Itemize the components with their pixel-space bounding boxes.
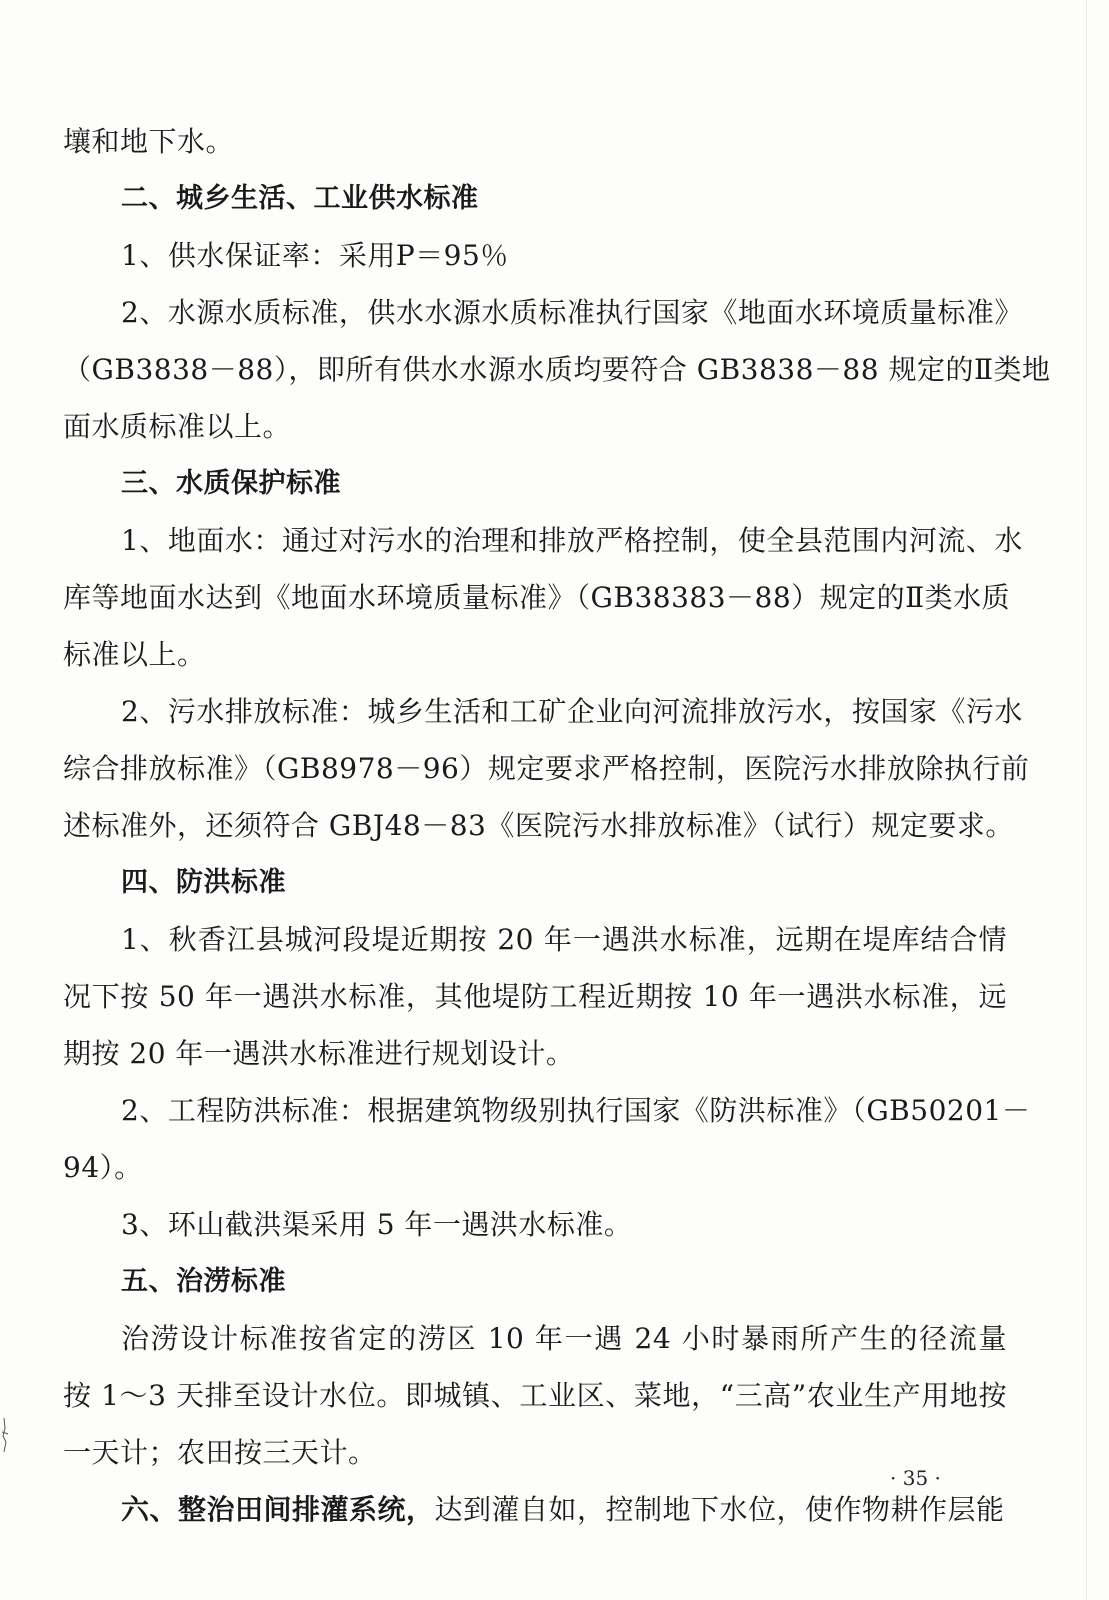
margin-mark-icon [2,1418,10,1452]
paragraph-line: 1、供水保证率：采用P＝95％ [121,239,509,272]
section-heading: 五、治涝标准 [121,1266,286,1297]
section-heading: 三、水质保护标准 [121,468,341,499]
document-body [63,113,1051,1538]
page-number: · 35 · [890,1466,941,1490]
paragraph-line: 治涝设计标准按省定的涝区 10 年一遇 24 小时暴雨所产生的径流量 [121,1322,1007,1355]
paragraph-line: 一天计；农田按三天计。 [63,1436,377,1469]
paragraph-line: 面水质标准以上。 [63,410,292,443]
paragraph-line: 标准以上。 [63,638,206,671]
paragraph-line: 2、水源水质标准，供水水源水质标准执行国家《地面水环境质量标准》 [121,296,1023,329]
paragraph-line: 期按 20 年一遇洪水标准进行规划设计。 [63,1037,575,1070]
section-heading: 二、城乡生活、工业供水标准 [121,183,479,214]
paragraph-line: 库等地面水达到《地面水环境质量标准》（GB38383－88）规定的Ⅱ类水质 [63,581,1011,614]
section-heading: 四、防洪标准 [121,867,286,898]
scan-edge-line [1086,0,1087,1600]
paragraph-line: 3、环山截洪渠采用 5 年一遇洪水标准。 [121,1208,633,1241]
paragraph-line: 1、秋香江县城河段堤近期按 20 年一遇洪水标准，远期在堤库结合情 [121,923,1007,956]
paragraph-line: 综合排放标准》（GB8978－96）规定要求严格控制，医院污水排放除执行前 [63,752,1030,785]
section-heading-inline: 六、整治田间排灌系统， [121,1493,435,1526]
paragraph-text: 达到灌自如，控制地下水位，使作物耕作层能 [434,1493,1005,1526]
paragraph-line: （GB3838－88），即所有供水水源水质均要符合 GB3838－88 规定的Ⅱ类地 [63,353,1051,386]
paragraph-line: 况下按 50 年一遇洪水标准，其他堤防工程近期按 10 年一遇洪水标准，远 [63,980,1007,1013]
paragraph-line: 94）。 [63,1151,143,1184]
paragraph-line: 述标准外，还须符合 GBJ48－83《医院污水排放标准》（试行）规定要求。 [63,809,1014,842]
paragraph-line: 2、工程防洪标准：根据建筑物级别执行国家《防洪标准》（GB50201－ [121,1094,1031,1127]
paragraph-line: 壤和地下水。 [63,125,235,158]
paragraph-line-mixed [63,1481,1007,1538]
paragraph-line: 按 1～3 天排至设计水位。即城镇、工业区、菜地，“三高”农业生产用地按 [63,1379,1007,1412]
paragraph-line: 1、地面水：通过对污水的治理和排放严格控制，使全县范围内河流、水 [121,524,1023,557]
paragraph-line: 2、污水排放标准：城乡生活和工矿企业向河流排放污水，按国家《污水 [121,695,1023,728]
